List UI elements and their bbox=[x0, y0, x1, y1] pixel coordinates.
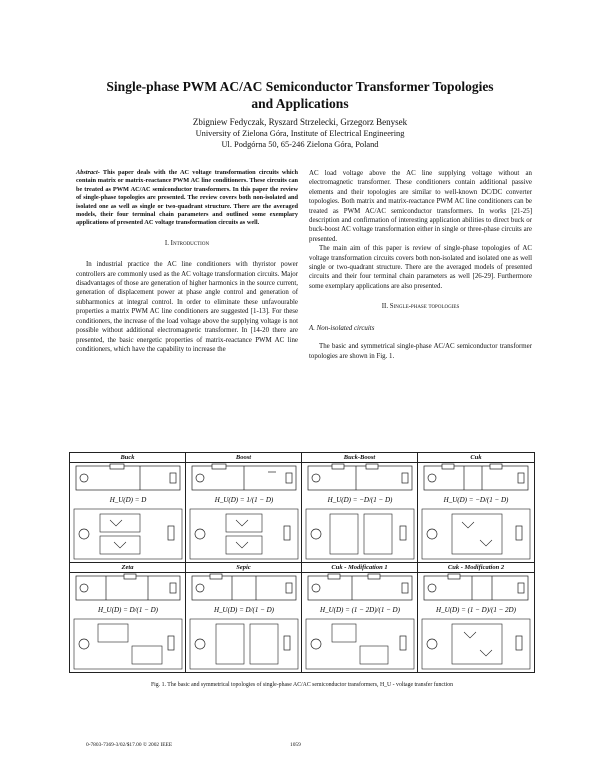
transfer-formula: H_U(D) = −D/(1 − D) bbox=[443, 496, 509, 504]
circuit-diagram-buck bbox=[70, 462, 186, 562]
cell-title: Cuk - Modification 2 bbox=[418, 563, 534, 573]
subsection-a-heading: A. Non-isolated circuits bbox=[309, 324, 375, 332]
author-names: Zbigniew Fedyczak, Ryszard Strzelecki, Grzegorz Benysek bbox=[192, 117, 408, 127]
cell-title: Cuk bbox=[418, 453, 534, 463]
cell-title: Zeta bbox=[70, 563, 185, 573]
figure-cell-buck-boost bbox=[302, 453, 418, 562]
cell-title: Cuk - Modification 1 bbox=[302, 563, 417, 573]
figure-1 bbox=[69, 452, 535, 673]
abstract-body: This paper deals with the AC voltage transformation circuits which contain matrix or matrix-reactance PWM AC line conditioners. These circuits can be treated as PWM AC/AC semiconductor transformers. In this paper the review of single-phase topologies are presented. The review covers both non-isolated and isolated one as well as single or two-quadrant structure. There are the averaged models, their four terminal chain parameters and outlined some exemplary applications of presented AC voltage transformation circuits as well. bbox=[76, 169, 298, 227]
title-line-1: Single-phase PWM AC/AC Semiconductor Transformer Topologies bbox=[106, 79, 494, 94]
page-number: 1059 bbox=[290, 742, 301, 748]
affiliation-line-1: University of Zielona Góra, Institute of Electrical Engineering bbox=[195, 129, 405, 138]
author-block bbox=[60, 117, 540, 150]
circuit-diagram-cuk-mod-1 bbox=[302, 572, 418, 672]
cell-title: Sepic bbox=[186, 563, 301, 573]
abstract bbox=[76, 169, 298, 228]
circuit-diagram-boost bbox=[186, 462, 302, 562]
figure-cell-zeta bbox=[70, 563, 186, 672]
transfer-formula: H_U(D) = 1/(1 − D) bbox=[214, 496, 274, 504]
figure-cell-sepic bbox=[186, 563, 302, 672]
section-1-heading: I. Introduction bbox=[164, 239, 210, 247]
cell-title: Buck bbox=[70, 453, 185, 463]
paper-title bbox=[60, 78, 540, 112]
cell-title: Boost bbox=[186, 453, 301, 463]
footer-copyright: 0-7803-7369-3/02/$17.00 © 2002 IEEE bbox=[86, 742, 173, 748]
figure-cell-buck bbox=[70, 453, 186, 562]
circuit-diagram-zeta bbox=[70, 572, 186, 672]
title-line-2: and Applications bbox=[251, 96, 349, 111]
circuit-diagram-cuk bbox=[418, 462, 534, 562]
transfer-formula: H_U(D) = D/(1 − D) bbox=[98, 606, 158, 614]
figure-caption: Fig. 1. The basic and symmetrical topologies of single-phase AC/AC semiconductor transformers, H_U - voltage transfer function bbox=[150, 682, 454, 688]
right-column bbox=[309, 169, 532, 361]
figure-cell-boost bbox=[186, 453, 302, 562]
section-2-heading: II. Single-phase topologies bbox=[381, 303, 460, 311]
transfer-formula: H_U(D) = (1 − D)/(1 − 2D) bbox=[436, 606, 516, 614]
circuit-diagram-buck-boost bbox=[302, 462, 418, 562]
abstract-lead: Abstract- bbox=[76, 169, 100, 176]
figure-cell-cuk-modification-2 bbox=[418, 563, 534, 672]
transfer-formula: H_U(D) = −D/(1 − D) bbox=[327, 496, 393, 504]
cell-title: Buck-Boost bbox=[302, 453, 417, 463]
figure-cell-cuk bbox=[418, 453, 534, 562]
circuit-diagram-cuk-mod-2 bbox=[418, 572, 534, 672]
left-column bbox=[76, 169, 298, 354]
intro-paragraph: In industrial practice the AC line conditioners with thyristor power controllers are commonly used as the AC voltage transformation circuits. Major disadvantages of those are generation of higher harmonics in the source current, generation of displacement power at phase angle control and generation of subharmonics at integral control. In order to eliminate these unfavourable properties a matrix PWM AC line conditioners are suggested [1-13]. For these conditioners, the increase of the load voltage above the supplying voltage is not possible without additional electromagnetic transformer. In [14-20 there are presented, the basic energetic properties of matrix-reactance PWM AC line conditioners, which have the capability to increase the bbox=[76, 261, 298, 353]
transfer-formula: H_U(D) = (1 − 2D)/(1 − D) bbox=[320, 606, 400, 614]
figure-cell-cuk-modification-1 bbox=[302, 563, 418, 672]
right-paragraph-2: The main aim of this paper is review of single-phase topologies of AC voltage transformation circuits covers both non-isolated and isolated one as well single or two-quadrant structure. There are the averaged models of presented circuits and their four terminal chain parameters as well [26-29]. Furthermore some exemplary applications are also presented. bbox=[309, 245, 532, 290]
circuit-diagram-sepic bbox=[186, 572, 302, 672]
affiliation-line-2: Ul. Podgórna 50, 65-246 Zielona Góra, Poland bbox=[221, 140, 379, 149]
transfer-formula: H_U(D) = D/(1 − D) bbox=[214, 606, 274, 614]
transfer-formula: H_U(D) = D bbox=[109, 496, 147, 504]
subsection-a-paragraph: The basic and symmetrical single-phase AC/AC semiconductor transformer topologies are shown in Fig. 1. bbox=[309, 343, 532, 360]
right-paragraph-1: AC load voltage above the AC line supplying voltage without an electromagnetic transformer. These conditioners contain additional passive elements and their topologies are similar to well-known DC/DC converter topologies. Both matrix and matrix-reactance PWM AC line conditioners can be treated as PWM AC/AC semiconductor transformers. In works [21-25] description and confirmation of interesting application abilities to direct buck or buck-boost AC voltage transformation either in single or three-phase circuits are presented. bbox=[309, 170, 532, 243]
